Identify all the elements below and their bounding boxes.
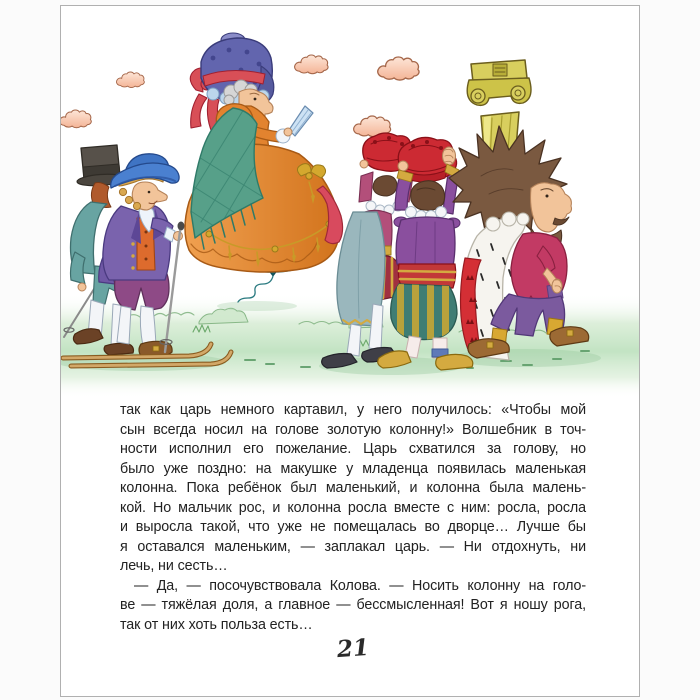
book-page bbox=[60, 5, 640, 697]
story-text bbox=[120, 401, 586, 635]
text-line: было уже поздно: на макушке у младенца появилась маленькая bbox=[120, 460, 586, 477]
text-line: я оставался маленьким, — заплакал царь. — Ни отдохнуть, ни bbox=[120, 538, 586, 555]
text-line: ности исполнил его пожелание. Царь схватился за голову, но bbox=[120, 441, 586, 457]
text-line: сын всегда носил на голове золотую колонну!» Волшебник в точ- bbox=[120, 421, 586, 438]
cloud bbox=[117, 72, 145, 88]
text-line: колонна. Пока ребёнок был маленький, и колонна была малень- bbox=[120, 480, 586, 496]
cloud bbox=[61, 110, 91, 128]
cloud bbox=[295, 55, 328, 74]
cloud bbox=[378, 57, 419, 80]
text-line: так как царь немного картавил, у него получилось: «Чтобы мой bbox=[120, 402, 586, 418]
text-line: лечь, ни сесть… bbox=[120, 558, 228, 574]
story-paragraph bbox=[120, 401, 586, 577]
story-paragraph bbox=[120, 577, 586, 636]
text-line: так от них хоть польза есть… bbox=[120, 616, 313, 633]
text-line: и выросла такой, что уже не помещалась во дворце… Лучше бы bbox=[120, 519, 586, 535]
text-line: кой. Но мальчик рос, и колонна росла вместе с ним: росла, росла bbox=[120, 499, 586, 516]
text-line: ве — тяжёлая доля, а главное — бессмысленная! Вот я ношу рога, bbox=[120, 597, 586, 613]
page-number: 21 bbox=[336, 633, 370, 664]
story-illustration bbox=[61, 6, 640, 401]
text-line: — Да, — посочувствовала Колова. — Носить колонну на голо- bbox=[134, 577, 586, 594]
floating-lady bbox=[177, 33, 343, 302]
